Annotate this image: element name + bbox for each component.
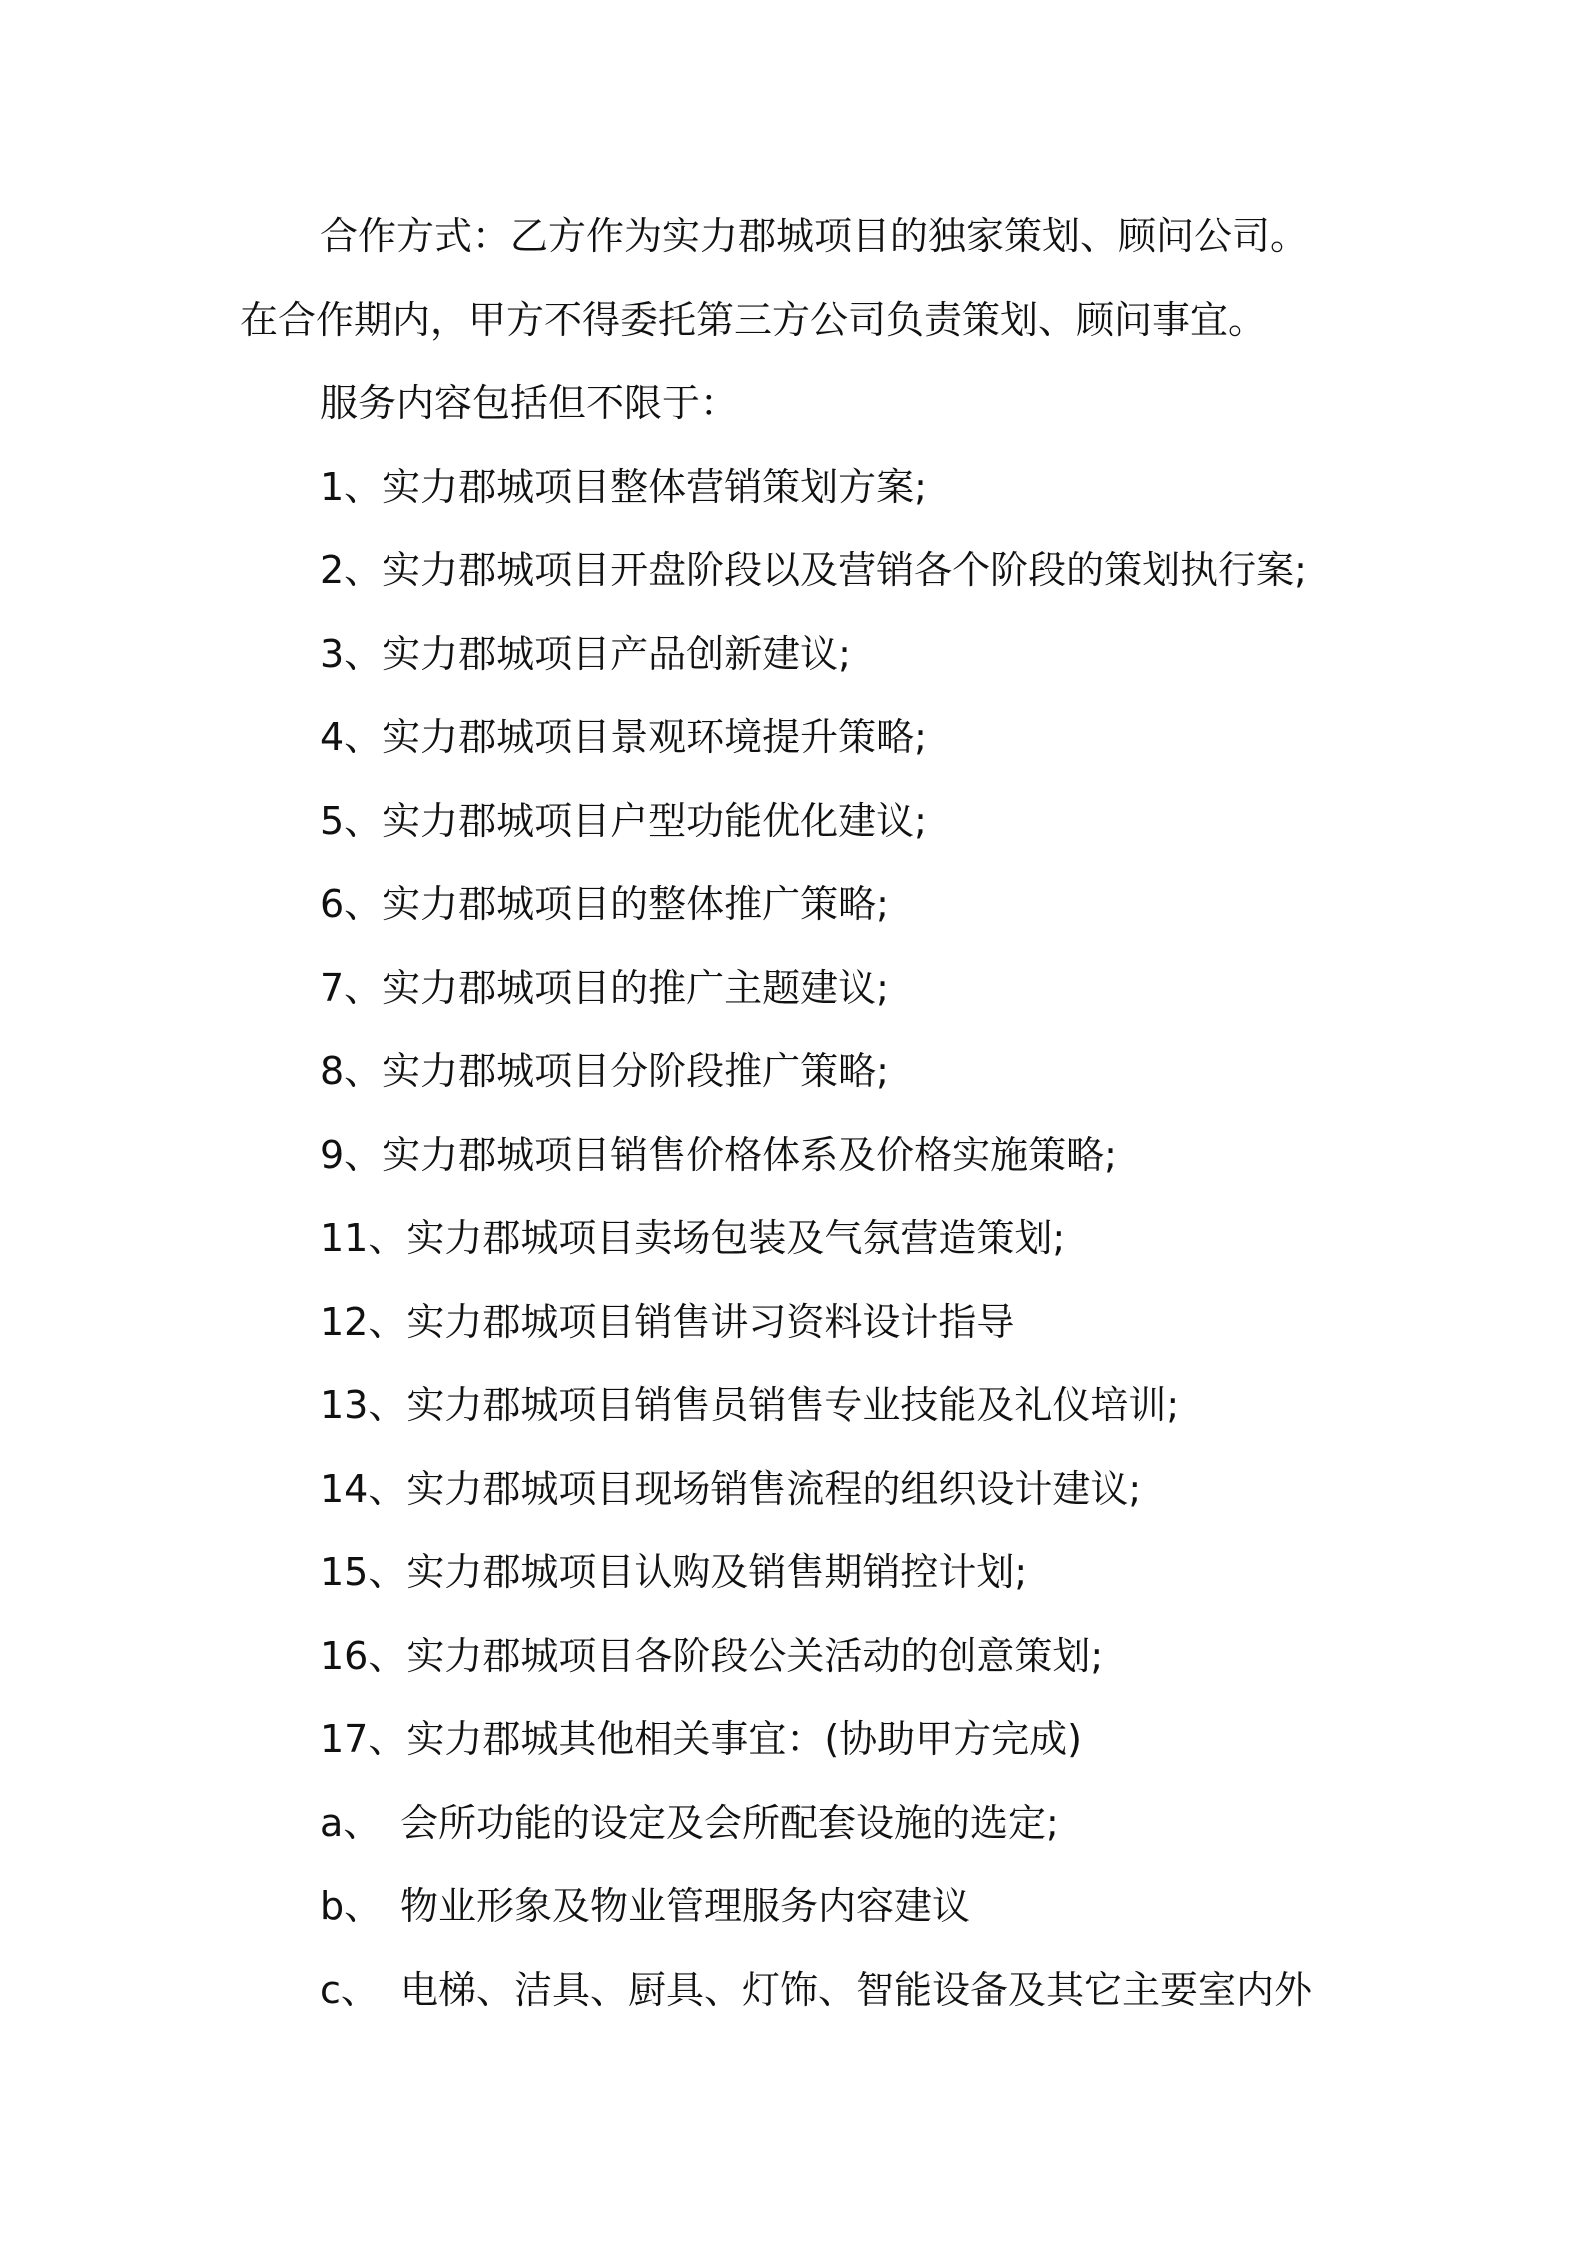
document-body <box>240 195 1370 2032</box>
service-item-6: 6、实力郡城项目的整体推广策略; <box>320 882 889 926</box>
sub-item-text: 物业形象及物业管理服务内容建议 <box>400 1884 971 1928</box>
service-item-8: 8、实力郡城项目分阶段推广策略; <box>320 1049 889 1093</box>
paragraph-cooperation-mode: 合作方式：乙方作为实力郡城项目的独家策划、顾问公司。 <box>320 214 1309 258</box>
sub-item-b <box>240 1865 1370 1949</box>
sub-item-c <box>240 1949 1370 2033</box>
service-item-2: 2、实力郡城项目开盘阶段以及营销各个阶段的策划执行案; <box>320 548 1307 592</box>
service-item-1: 1、实力郡城项目整体营销策划方案; <box>320 464 927 509</box>
service-item-15: 15、实力郡城项目认购及销售期销控计划; <box>320 1550 1028 1594</box>
service-item-16: 16、实力郡城项目各阶段公关活动的创意策划; <box>320 1633 1104 1678</box>
service-item-17: 17、实力郡城其他相关事宜：(协助甲方完成) <box>320 1717 1083 1761</box>
sub-item-list <box>240 1782 1370 2033</box>
sub-item-a <box>240 1782 1370 1866</box>
sub-item-marker: c、 <box>320 1967 379 2012</box>
paragraph-cooperation-period: 在合作期内，甲方不得委托第三方公司负责策划、顾问事宜。 <box>240 297 1267 342</box>
service-item-7: 7、实力郡城项目的推广主题建议; <box>320 965 889 1010</box>
service-item-4: 4、实力郡城项目景观环境提升策略; <box>320 715 927 759</box>
service-item-11: 11、实力郡城项目卖场包装及气氛营造策划; <box>320 1216 1066 1260</box>
sub-item-text: 会所功能的设定及会所配套设施的选定; <box>400 1800 1059 1845</box>
service-list <box>240 446 1370 1782</box>
sub-item-marker: b、 <box>320 1884 383 1928</box>
service-item-13: 13、实力郡城项目销售员销售专业技能及礼仪培训; <box>320 1383 1180 1427</box>
service-item-9: 9、实力郡城项目销售价格体系及价格实施策略; <box>320 1132 1117 1177</box>
sub-item-marker: a、 <box>320 1800 382 1845</box>
service-item-12: 12、实力郡城项目销售讲习资料设计指导 <box>320 1299 1015 1344</box>
service-item-14: 14、实力郡城项目现场销售流程的组织设计建议; <box>320 1466 1142 1511</box>
paragraph-service-intro: 服务内容包括但不限于： <box>320 381 739 425</box>
service-item-5: 5、实力郡城项目户型功能优化建议; <box>320 798 927 843</box>
service-item-3: 3、实力郡城项目产品创新建议; <box>320 631 851 676</box>
sub-item-text: 电梯、洁具、厨具、灯饰、智能设备及其它主要室内外 <box>400 1967 1313 2012</box>
